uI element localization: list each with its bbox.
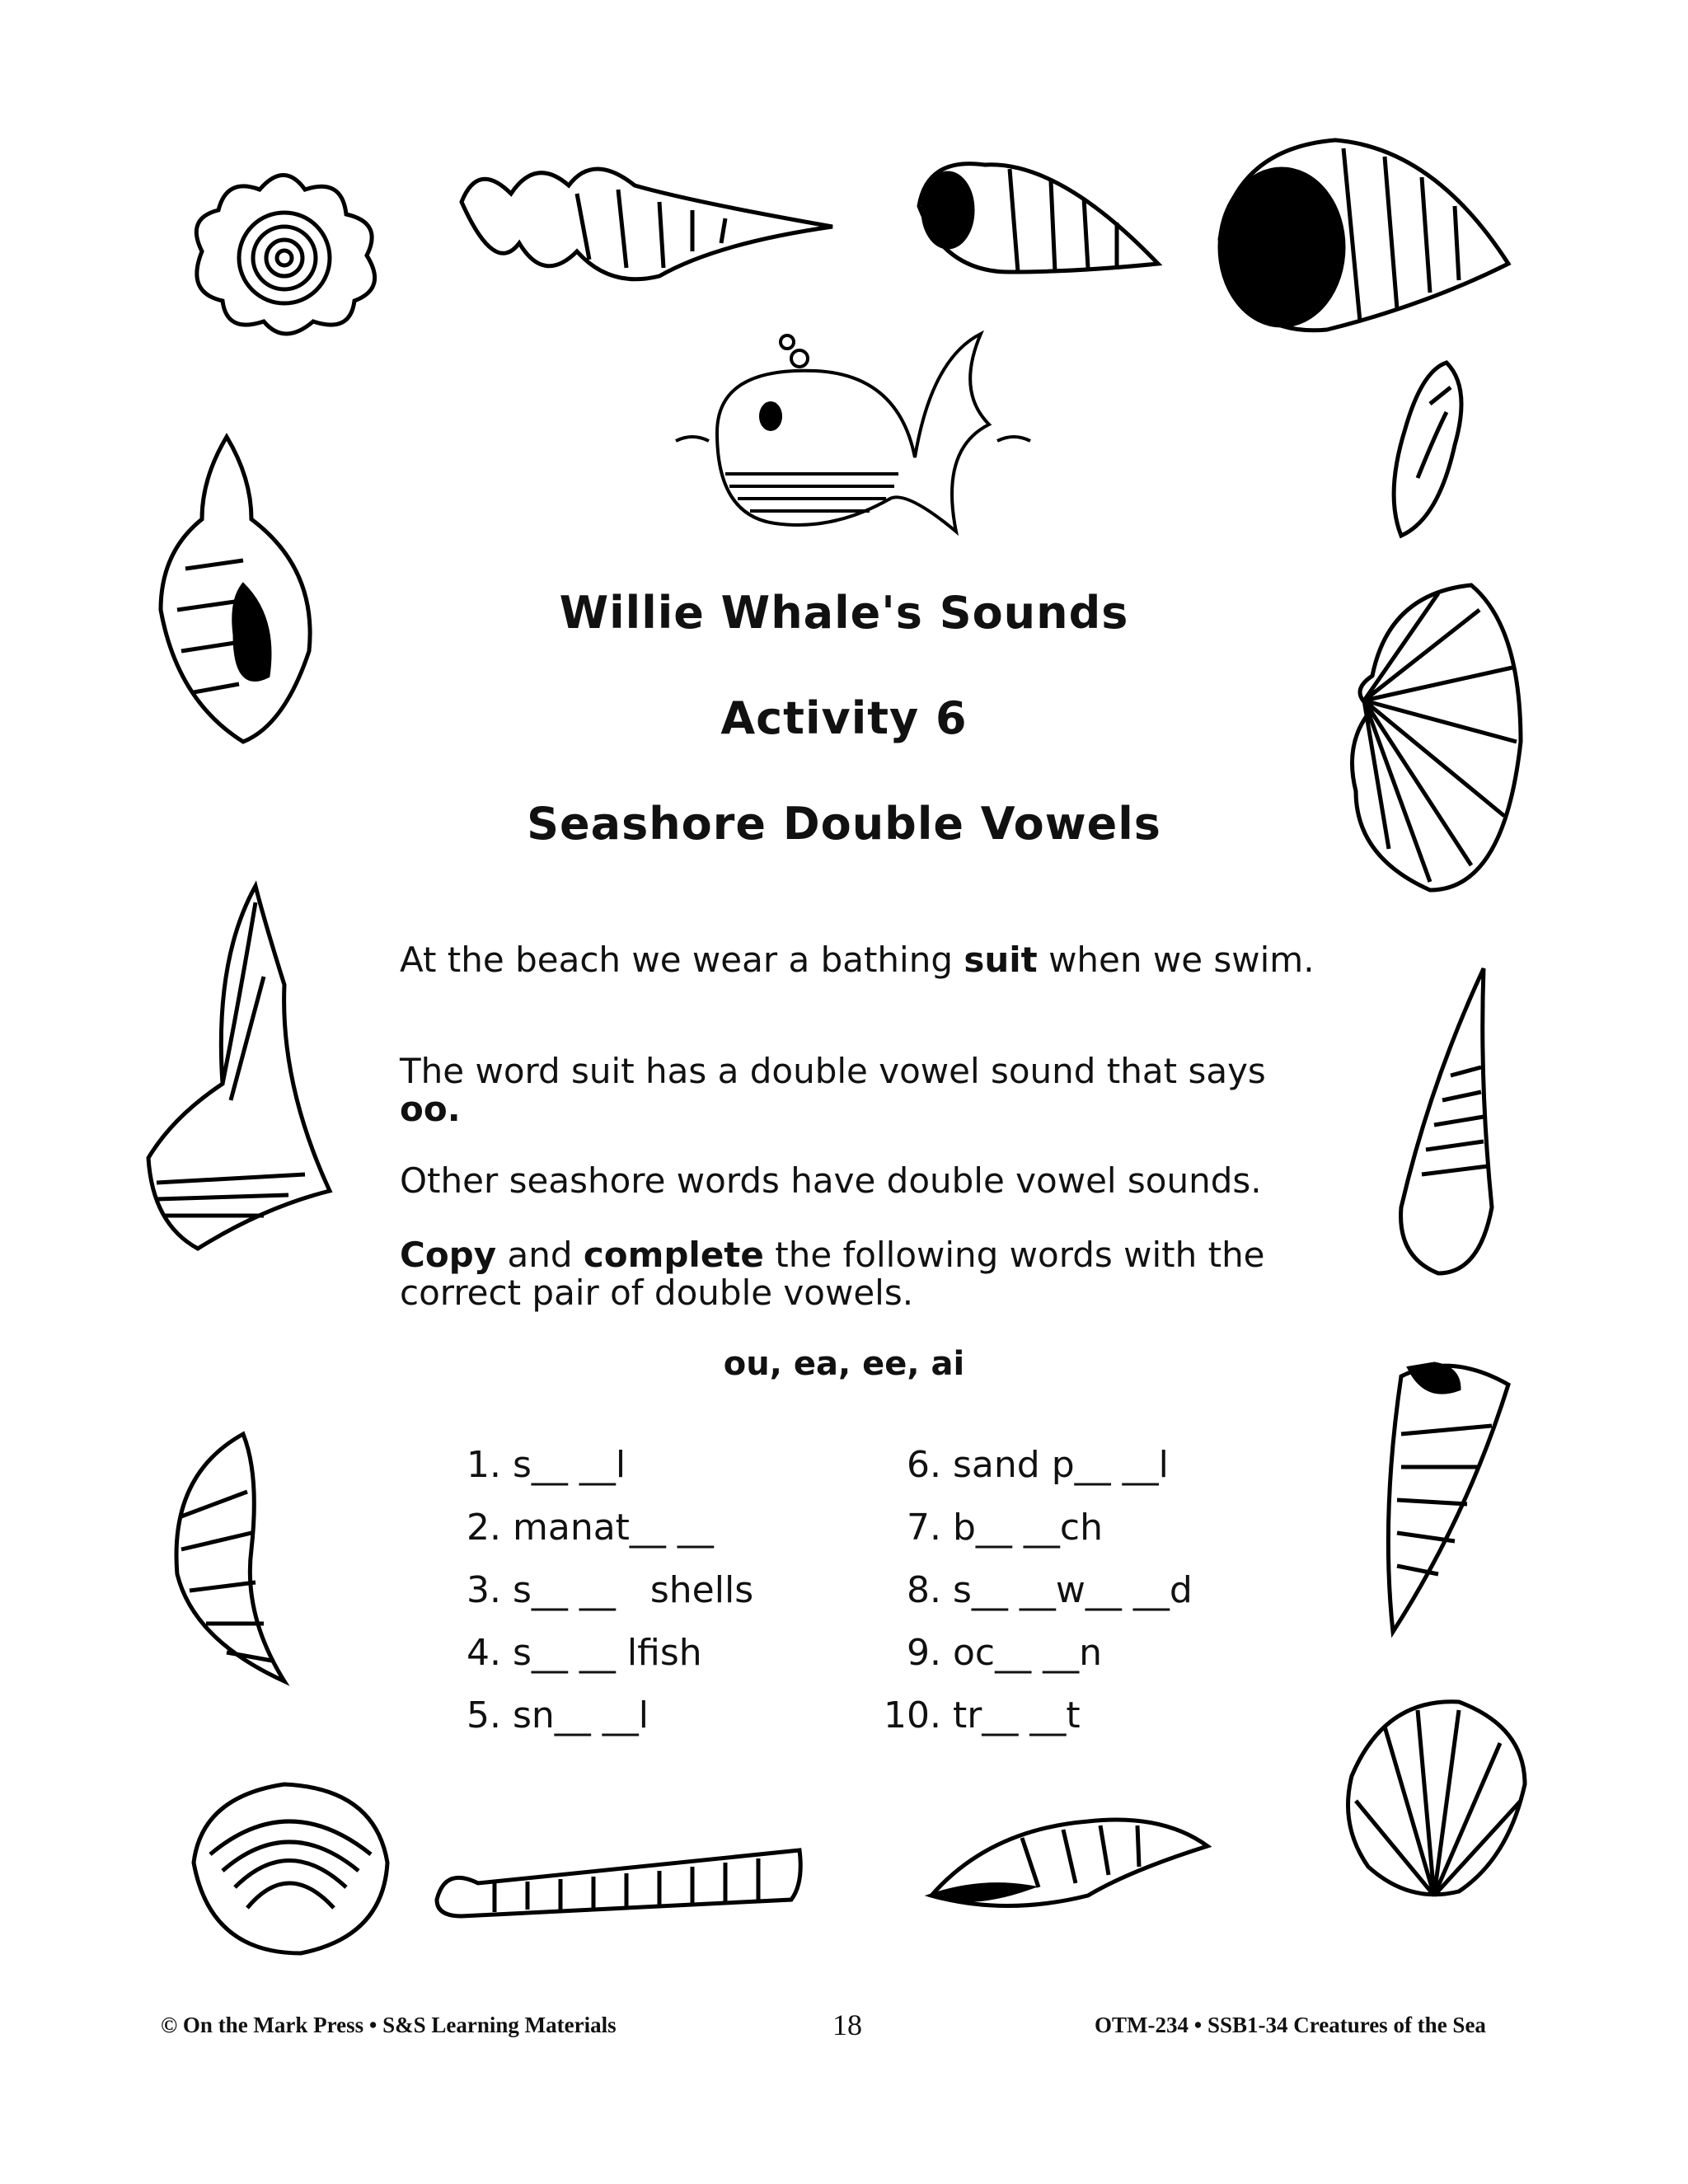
bold-sound-oo: oo. — [400, 1089, 461, 1129]
scallop-shell-illustration — [1335, 1694, 1533, 1904]
exercise-number: 7. — [907, 1507, 941, 1549]
exercise-word: s__ __ lfish — [513, 1632, 702, 1674]
spindle-shell-illustration — [923, 1805, 1212, 1920]
exercise-item — [462, 1444, 626, 1486]
turret-shell-illustration — [1389, 960, 1504, 1282]
activity-heading: Activity 6 — [720, 692, 968, 744]
exercise-number: 6. — [907, 1444, 941, 1486]
exercise-word: oc__ __n — [953, 1632, 1102, 1674]
razor-shell-illustration — [429, 1834, 808, 1924]
instruction-paragraph-2 — [400, 1052, 1331, 1128]
cone-shell-illustration — [1376, 1352, 1517, 1640]
exercise-item — [882, 1444, 1169, 1486]
exercise-word: s__ __l — [513, 1444, 626, 1486]
exercise-item — [882, 1632, 1102, 1674]
instruction-paragraph-4 — [400, 1236, 1331, 1312]
exercise-number: 3. — [467, 1569, 501, 1611]
spiral-shell-illustration — [169, 152, 400, 342]
bold-word-copy: Copy — [400, 1235, 497, 1275]
clam-shell-illustration — [177, 1772, 400, 1961]
conch-shell-illustration — [140, 878, 338, 1257]
footer-publisher: © On the Mark Press • S&S Learning Materials — [161, 2013, 617, 2037]
exercise-word: manat__ __ — [513, 1507, 714, 1549]
whelk-shell-illustration — [911, 148, 1166, 280]
page-number: 18 — [832, 2008, 862, 2041]
bold-word-suit: suit — [964, 940, 1038, 980]
willie-whale-illustration — [668, 326, 1039, 544]
exercise-word: s__ __ shells — [513, 1569, 754, 1611]
exercise-number: 8. — [907, 1569, 941, 1611]
exercise-item — [882, 1569, 1193, 1611]
instruction-text: and — [496, 1235, 584, 1275]
exercise-number: 2. — [467, 1507, 501, 1549]
exercise-item — [462, 1632, 702, 1674]
exercise-item — [882, 1694, 1081, 1736]
footer-series: OTM-234 • SSB1-34 Creatures of the Sea — [1095, 2013, 1486, 2037]
instruction-paragraph-3: Other seashore words have double vowel sounds. — [400, 1160, 1262, 1201]
exercise-word: tr__ __t — [953, 1694, 1081, 1736]
exercise-item — [462, 1507, 714, 1549]
worksheet-subtitle: Seashore Double Vowels — [527, 798, 1161, 850]
vowel-pairs-list: ou, ea, ee, ai — [723, 1345, 965, 1383]
large-whelk-shell-illustration — [1203, 132, 1517, 338]
exercise-word: sand p__ __l — [953, 1444, 1169, 1486]
exercise-item — [882, 1507, 1103, 1549]
instruction-text: The word suit has a double vowel sound that says — [400, 1051, 1266, 1091]
slipper-shell-illustration — [161, 1426, 297, 1690]
instruction-text: the following words with the correct pair of double vowels. — [400, 1235, 1265, 1313]
bold-word-complete: complete — [583, 1235, 764, 1275]
worksheet-title: Willie Whale's Sounds — [559, 587, 1129, 639]
exercise-word: sn__ __l — [513, 1694, 649, 1736]
instruction-paragraph-1 — [400, 941, 1331, 979]
exercise-word: s__ __w__ __d — [953, 1569, 1193, 1611]
exercise-number: 9. — [907, 1632, 941, 1674]
exercise-number: 10. — [884, 1694, 941, 1736]
exercise-word: b__ __ch — [953, 1507, 1103, 1549]
instruction-text: At the beach we wear a bathing — [400, 940, 964, 980]
auger-shell-illustration — [445, 152, 841, 293]
exercise-item — [462, 1694, 649, 1736]
instruction-text: when we swim. — [1037, 940, 1315, 980]
exercise-number: 4. — [467, 1632, 501, 1674]
exercise-number: 1. — [467, 1444, 501, 1486]
exercise-item — [462, 1569, 753, 1611]
exercise-number: 5. — [467, 1694, 501, 1736]
olive-shell-illustration — [1381, 354, 1471, 544]
